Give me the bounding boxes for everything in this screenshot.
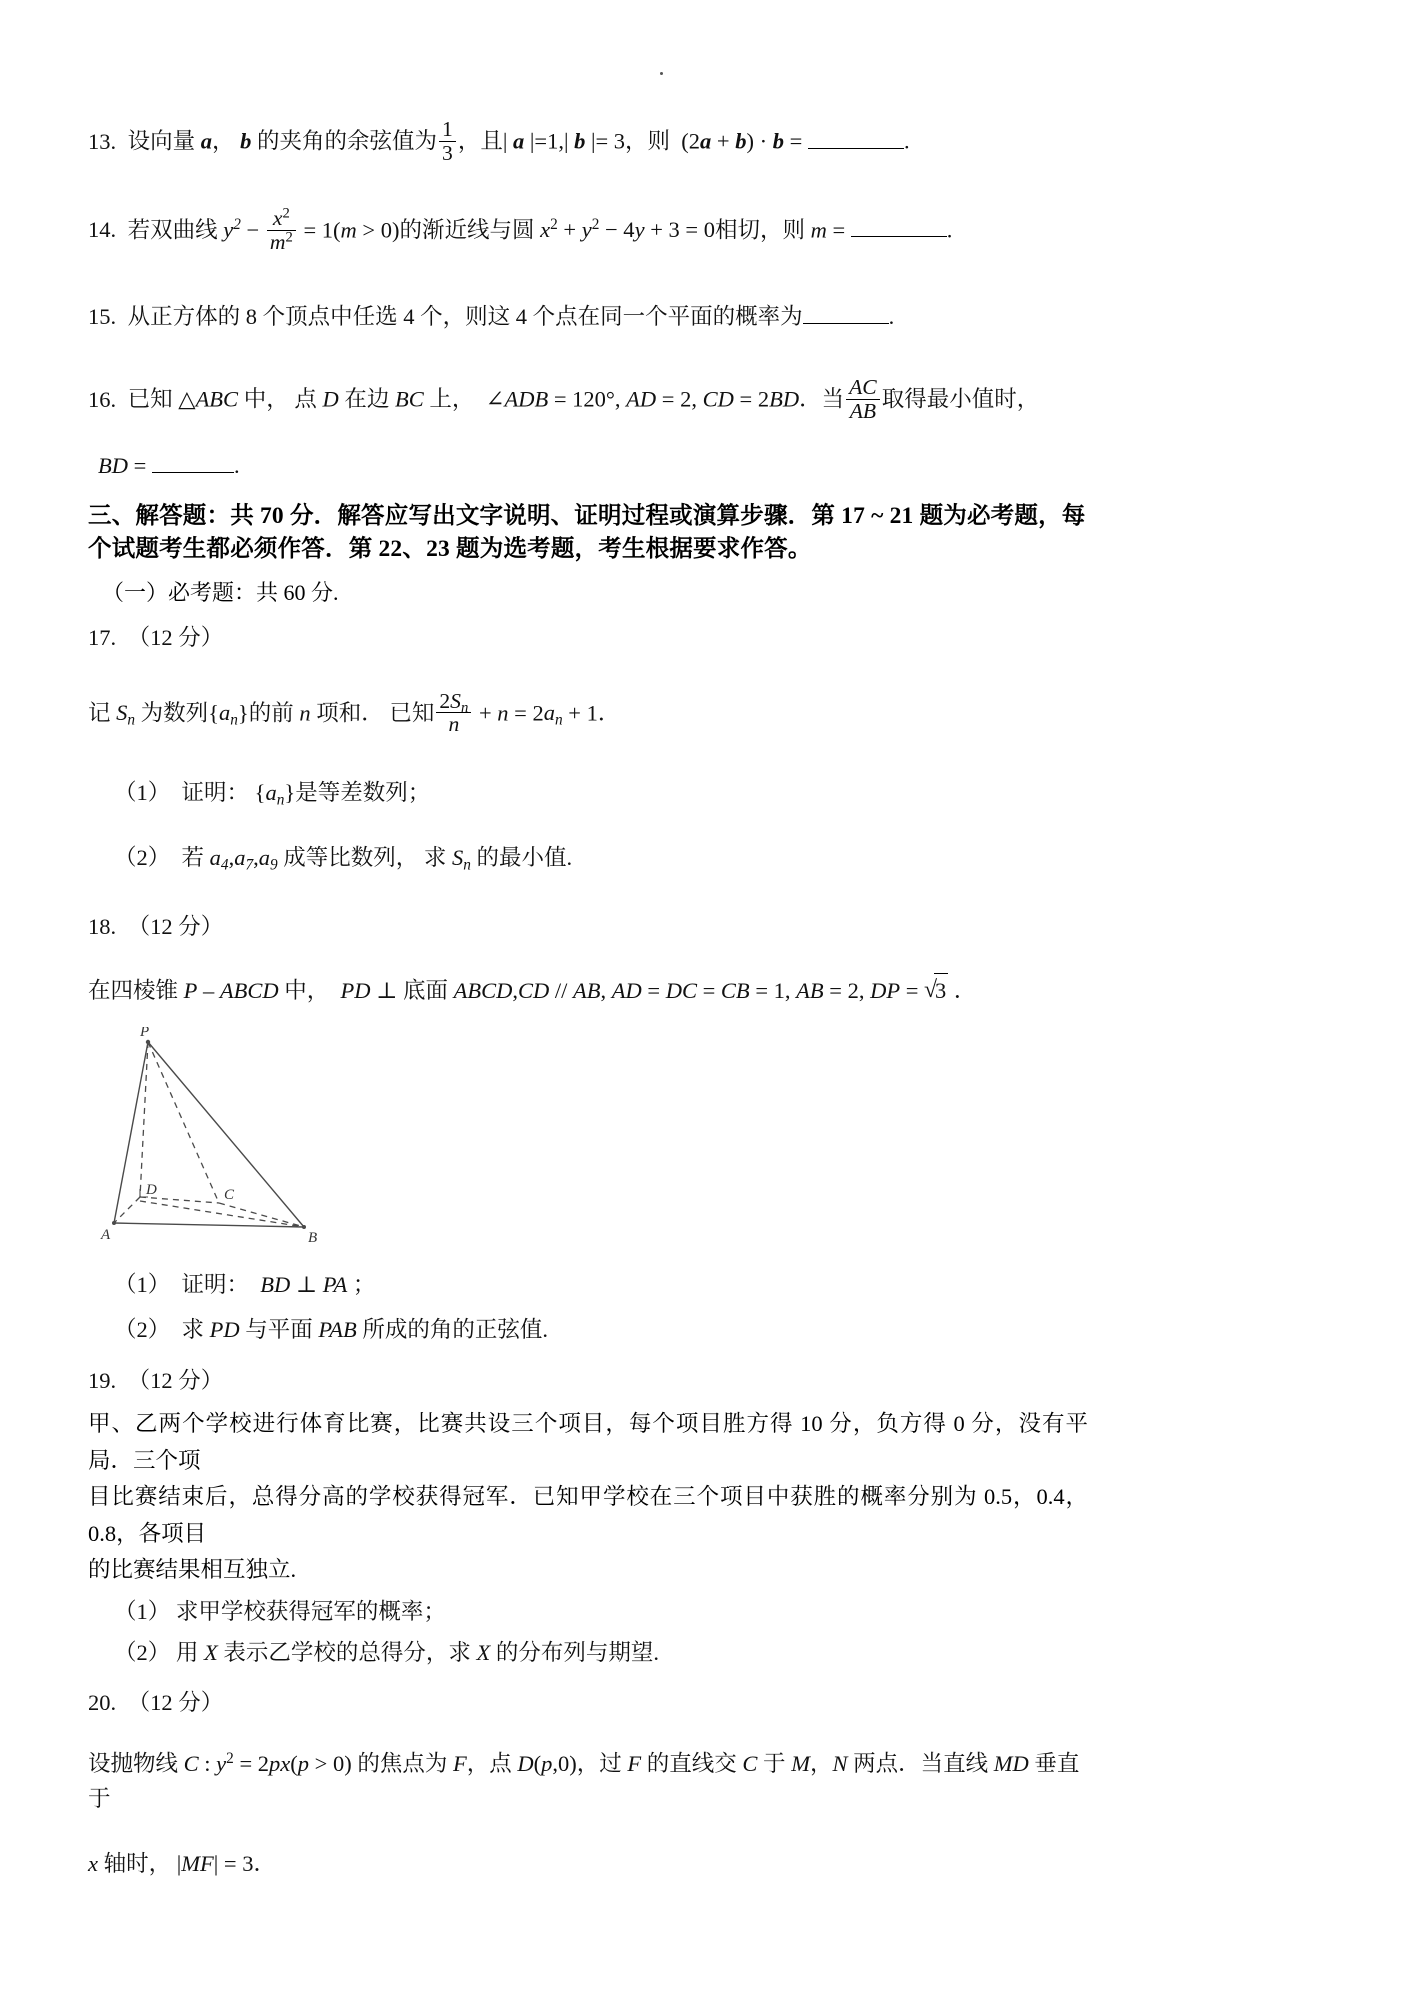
question-13-fraction: [439, 118, 456, 165]
question-16-text-c: 取得最小值时，: [881, 387, 1040, 413]
quadrilateral-pyramid-figure-svg: [96, 1027, 366, 1257]
question-16-number: 16.: [88, 387, 117, 413]
figure-label-P: P: [140, 1026, 150, 1040]
question-20-points: （12 分）: [127, 1690, 224, 1716]
question-13-number: 13.: [88, 128, 117, 154]
question-18-sub-1-text: 证明： BD ⊥ PA ；: [175, 1271, 376, 1297]
question-18-header: [88, 910, 1088, 945]
question-17-frac-denominator: n: [448, 712, 460, 737]
question-13: [88, 118, 1088, 165]
question-16-fraction: [846, 376, 880, 423]
question-13-frac-denominator: 3: [442, 140, 453, 165]
question-16-text-b: ．当: [799, 387, 845, 413]
question-19-number: 19.: [88, 1367, 117, 1393]
question-18-sub-1-label: （1）: [114, 1271, 171, 1297]
question-19-header: [88, 1364, 1088, 1399]
question-15-text: 从正方体的 8 个顶点中任选 4 个，则这 4 个点在同一个平面的概率为: [127, 303, 803, 329]
question-20-number: 20.: [88, 1690, 117, 1716]
question-17-stem-text: 记 $S_n$ 为数列$\{a_n\}$的前 n 项和． 已知: [88, 700, 435, 729]
question-19-body-line-2: 目比赛结束后，总得分高的学校获得冠军．已知甲学校在三个项目中获胜的概率分别为 0.5，0.4，0.8，各项目: [88, 1484, 1088, 1546]
question-19-sub-1-text: 求甲学校获得冠军的概率；: [175, 1598, 446, 1624]
question-17-fraction: [436, 690, 471, 737]
question-20-header: [88, 1686, 1088, 1721]
question-14-text-before: 若双曲线: [127, 217, 224, 243]
question-14-frac-denominator: $m^2$: [269, 229, 293, 254]
question-18-points: （12 分）: [127, 914, 224, 940]
section-three-heading-line1: 三、解答题：共 70 分．解答应写出文字说明、证明过程或演算步骤．第 17 ~ 21 题为必考题，每: [88, 503, 1086, 529]
section-three-heading: [88, 500, 1088, 567]
question-14-circle-equation: $x^2 + y^2 - 4y + 3 = 0$: [540, 216, 715, 243]
question-14-frac-numerator: $x^2$: [267, 207, 296, 231]
question-17-sub-1-label: （1）: [114, 780, 171, 806]
question-14-rhs: = 1(: [297, 217, 341, 243]
question-20-line1: [88, 1747, 1088, 1817]
question-17-points: （12 分）: [127, 624, 224, 650]
edge-P-C: [148, 1042, 219, 1203]
question-18-sub-1: [114, 1268, 1088, 1303]
question-20-line2-text: x 轴时， |MF| = 3．: [88, 1851, 277, 1877]
figure-label-B: B: [308, 1229, 318, 1246]
question-14-answer-blank[interactable]: [851, 236, 947, 237]
figure-label-C: C: [224, 1186, 235, 1203]
question-14-number: 14.: [88, 217, 117, 243]
question-19-sub-2-text: 用 X 表示乙学校的总得分，求 X 的分布列与期望.: [175, 1639, 660, 1665]
section-three-heading-line2: 个试题考生都必须作答．第 22、23 题为选考题，考生根据要求作答。: [88, 536, 812, 563]
question-19-sub-1-label: （1）: [114, 1598, 171, 1624]
question-18-sub-2-label: （2）: [114, 1316, 171, 1342]
question-17-sub-1: [114, 776, 1088, 811]
question-19-sub-1: [114, 1595, 1088, 1630]
question-18-stem: [88, 973, 1088, 1009]
section-three-subsection: （一）必考题：共 60 分.: [102, 579, 339, 605]
question-14-period: .: [946, 217, 953, 243]
question-17-frac-numerator: $2S_n$: [436, 690, 471, 714]
question-16-line2: BD = .: [98, 453, 240, 479]
question-14: 14. 若双曲线 $y^2$ − $\frac{x^2}{m^2}$ = 1(m > 0)的渐近线与圆 $x^2 + y^2 - 4y + 3 = 0$相切，则 m = .: [88, 205, 953, 254]
question-17-stem: [88, 690, 1088, 737]
question-17-sub-2: [114, 841, 1088, 876]
question-16-frac-numerator: AC: [846, 376, 880, 400]
question-15-answer-blank[interactable]: [803, 323, 889, 324]
question-16-conditions: ∠ADB = 120°, AD = 2, CD = 2BD: [485, 387, 800, 413]
question-17-sub-2-label: （2）: [114, 845, 171, 871]
question-16-period: .: [233, 453, 240, 479]
figure-label-D: D: [146, 1181, 157, 1198]
question-18-sub-2: [114, 1313, 1088, 1348]
question-18-stem-text: 在四棱锥 P – ABCD 中， PD ⊥ 底面 ABCD,CD // AB, AD = DC = CB = 1, AB = 2, DP = √ 3 ．: [88, 978, 976, 1003]
question-20-line1-text: 设抛物线 C : $y^2 = 2px(p > 0)$ 的焦点为 F，点 D(p,0)，过 F 的直线交 C 于 M，N 两点．当直线 MD 垂直于: [88, 1750, 1080, 1812]
question-17-stem-rest: + $n = 2a_n + 1$．: [473, 700, 621, 729]
question-15-number: 15.: [88, 303, 117, 329]
question-19-points: （12 分）: [127, 1367, 224, 1393]
question-17-sub-2-text: 若 $a_4,a_7,a_9$ 成等比数列， 求 $S_n$ 的最小值.: [175, 845, 573, 874]
question-19-body-line-1: 甲、乙两个学校进行体育比赛，比赛共设三个项目，每个项目胜方得 10 分，负方得 0 分，没有平局．三个项: [88, 1411, 1088, 1473]
question-17-sub-1-text: 证明： $\{a_n\}$是等差数列；: [175, 780, 431, 809]
question-18-number: 18.: [88, 914, 117, 940]
question-14-text-mid: 的渐近线与圆: [399, 217, 541, 243]
question-16-text-a: 已知 △ABC 中， 点 D 在边 BC 上，: [127, 387, 486, 413]
question-14-lhs: $y^2$: [223, 216, 241, 243]
question-19-sub-2-label: （2）: [114, 1639, 171, 1665]
question-13-answer-blank[interactable]: [808, 148, 904, 149]
question-16-frac-denominator: AB: [849, 399, 877, 424]
figure-label-A: A: [101, 1226, 111, 1243]
question-15: [88, 300, 1088, 335]
question-19-sub-2: [114, 1636, 1088, 1671]
question-16: [88, 376, 1088, 423]
edge-D-B: [140, 1201, 304, 1227]
question-20-line2: [88, 1847, 1088, 1882]
question-13-text-before: 设向量 a， b 的夹角的余弦值为: [127, 128, 438, 154]
question-19-body-line-3: 的比赛结果相互独立.: [88, 1557, 297, 1583]
question-14-fraction: [267, 207, 296, 254]
question-18-figure: [96, 1027, 1088, 1262]
question-13-frac-numerator: 1: [439, 118, 456, 142]
page-content: [88, 60, 1088, 1882]
edge-A-B: [114, 1223, 304, 1227]
question-14-text-after: 相切，则 m =: [714, 217, 851, 243]
question-17-header: [88, 621, 1088, 656]
question-15-period: .: [888, 303, 895, 329]
question-19-body: [88, 1406, 1088, 1588]
question-16-bd-label: BD: [98, 453, 128, 479]
question-13-text-mid: ，且| a |=1,| b |= 3，则 (2a + b) · b =: [457, 128, 808, 154]
question-16-answer-blank[interactable]: [152, 472, 234, 473]
question-13-period: .: [903, 128, 910, 154]
question-17-number: 17.: [88, 624, 117, 650]
question-18-sub-2-text: 求 PD 与平面 PAB 所成的角的正弦值.: [175, 1316, 549, 1342]
